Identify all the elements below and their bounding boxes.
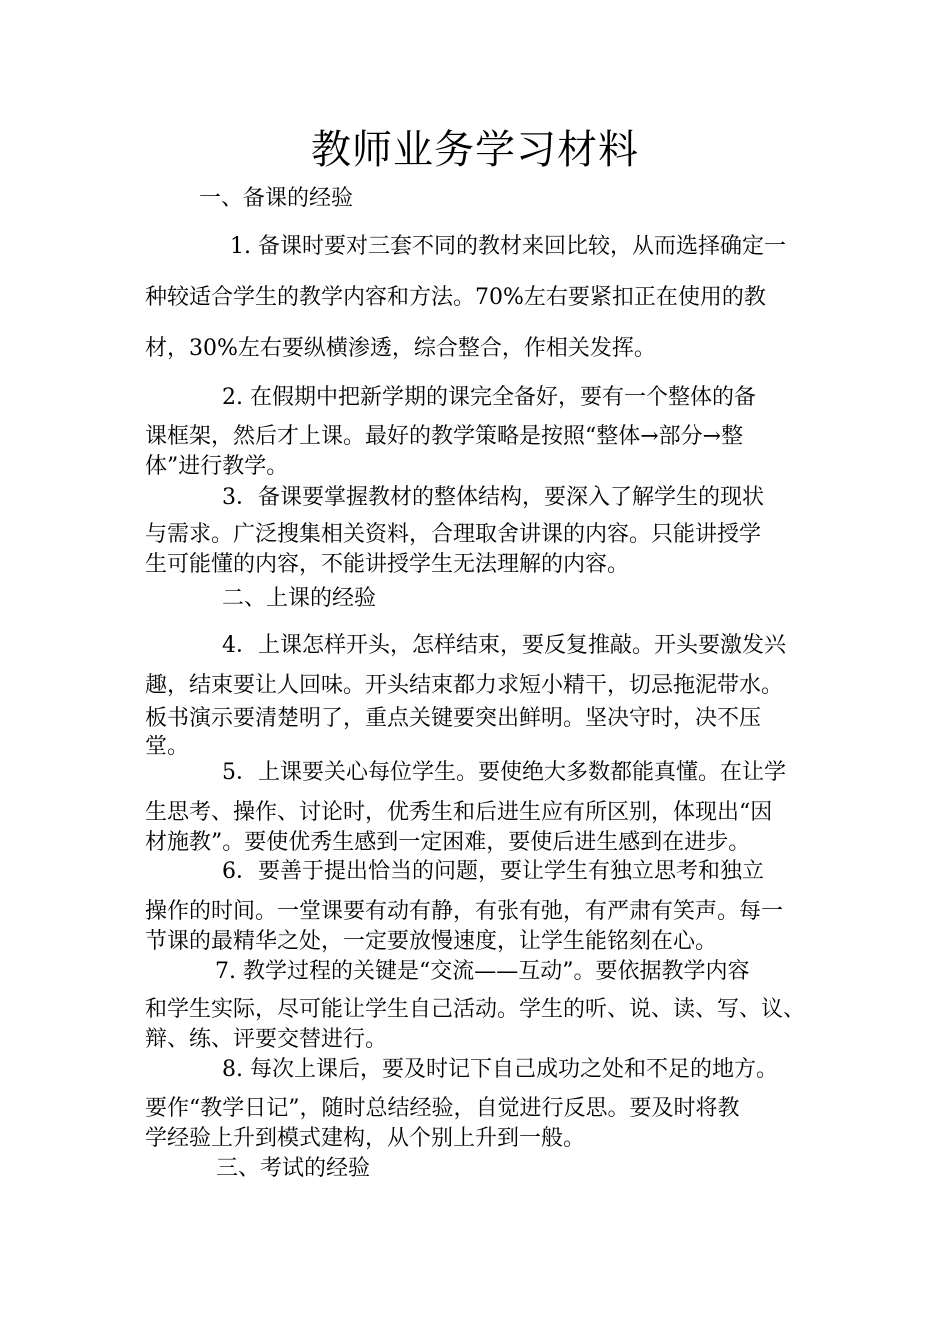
paragraph-line: 与需求。广泛搜集相关资料，合理取舍讲课的内容。只能讲授学 xyxy=(145,522,762,547)
paragraph-line: 辩、练、评要交替进行。 xyxy=(145,1027,388,1052)
paragraph-line: 7. 教学过程的关键是“交流——互动”。要依据教学内容 xyxy=(215,959,750,984)
paragraph-line: 堂。 xyxy=(145,735,190,759)
paragraph-8 xyxy=(145,1053,810,1152)
paragraph-line: 课框架，然后才上课。最好的教学策略是按照“整体→部分→整 xyxy=(145,424,744,449)
paragraph-line: 6．要善于提出恰当的问题，要让学生有独立思考和独立 xyxy=(222,859,764,884)
paragraph-line: 材施教”。要使优秀生感到一定困难，要使后进生感到在进步。 xyxy=(145,830,751,855)
paragraph-7 xyxy=(145,955,810,1053)
section-heading-teaching: 二、上课的经验 xyxy=(222,586,377,611)
paragraph-line: 和学生实际，尽可能让学生自己活动。学生的听、说、读、写、议、 xyxy=(145,997,806,1022)
section-heading-exams: 三、考试的经验 xyxy=(216,1156,371,1181)
paragraph-line: 8. 每次上课后，要及时记下自己成功之处和不足的地方。 xyxy=(222,1057,778,1082)
paragraph-line: 材，30%左右要纵横渗透，综合整合，作相关发挥。 xyxy=(145,336,656,361)
paragraph-4 xyxy=(145,629,810,759)
paragraph-2 xyxy=(145,381,810,480)
paragraph-line: 生可能懂的内容，不能讲授学生无法理解的内容。 xyxy=(145,552,630,577)
paragraph-5 xyxy=(145,756,810,856)
paragraph-line: 1. 备课时要对三套不同的教材来回比较，从而选择确定一 xyxy=(230,234,786,259)
paragraph-line: 节课的最精华之处，一定要放慢速度，让学生能铭刻在心。 xyxy=(145,929,718,954)
paragraph-line: 操作的时间。一堂课要有动有静，有张有弛，有严肃有笑声。每一 xyxy=(145,899,784,924)
paragraph-6 xyxy=(145,855,810,955)
paragraph-line: 体”进行教学。 xyxy=(145,454,289,479)
paragraph-line: 3．备课要掌握教材的整体结构，要深入了解学生的现状 xyxy=(222,485,764,510)
paragraph-line: 5．上课要关心每位学生。要使绝大多数都能真懂。在让学 xyxy=(222,760,786,785)
paragraph-line: 学经验上升到模式建构，从个别上升到一般。 xyxy=(145,1126,586,1151)
paragraph-line: 趣，结束要让人回味。开头结束都力求短小精干，切忌拖泥带水。 xyxy=(145,673,784,698)
paragraph-line: 4．上课怎样开头，怎样结束，要反复推敲。开头要激发兴 xyxy=(222,633,786,658)
paragraph-line: 板书演示要清楚明了，重点关键要突出鲜明。坚决守时，决不压 xyxy=(145,706,762,731)
document-title: 教师业务学习材料 xyxy=(311,127,639,173)
paragraph-line: 生思考、操作、讨论时，优秀生和后进生应有所区别，体现出“因 xyxy=(145,800,773,825)
section-heading-lesson-prep: 一、备课的经验 xyxy=(199,186,354,211)
paragraph-3 xyxy=(145,481,810,578)
paragraph-line: 要作“教学日记”，随时总结经验，自觉进行反思。要及时将教 xyxy=(145,1096,740,1121)
paragraph-line: 种较适合学生的教学内容和方法。70%左右要紧扣正在使用的教 xyxy=(145,285,766,310)
paragraph-1 xyxy=(145,230,810,366)
paragraph-line: 2. 在假期中把新学期的课完全备好，要有一个整体的备 xyxy=(222,385,756,410)
